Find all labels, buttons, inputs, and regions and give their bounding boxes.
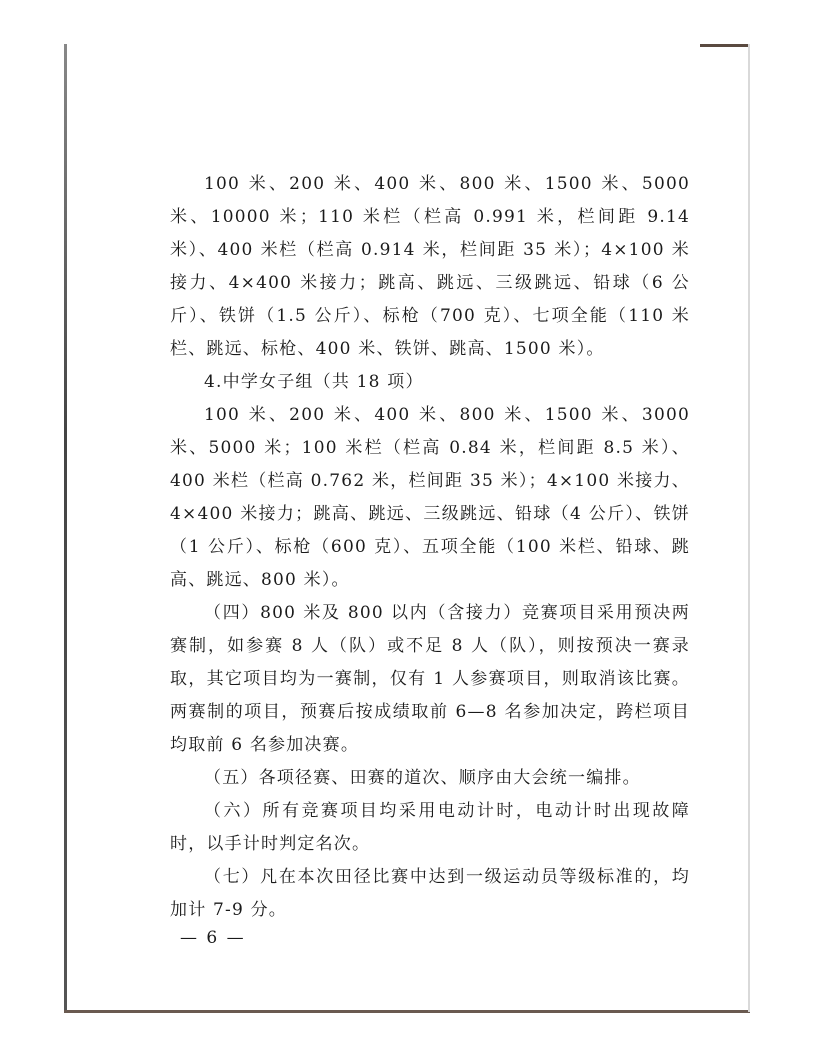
scan-right-border bbox=[748, 44, 750, 1012]
paragraph-events-list-men: 100 米、200 米、400 米、800 米、1500 米、5000 米、10000 米；110 米栏（栏高 0.991 米，栏间距 9.14 米）、400 米栏（栏高 0.914 米，栏间距 35 米）；4×100 米接力、4×400 米接力；跳高、跳远、三级跳远、铅球（6 公斤）、铁饼（1.5 公斤）、标枪（700 克）、七项全能（110 米栏、跳远、标枪、400 米、铁饼、跳高、1500 米）。 bbox=[170, 174, 690, 359]
paragraph-rule-4: （四）800 米及 800 以内（含接力）竞赛项目采用预决两赛制，如参赛 8 人（队）或不足 8 人（队），则按预决一赛录取，其它项目均为一赛制，仅有 1 人参赛项目，则取消该比赛。两赛制的项目，预赛后按成绩取前 6—8 名参加决定，跨栏项目均取前 6 名参加决赛。 bbox=[170, 603, 690, 755]
heading-middle-school-girls: 4.中学女子组（共 18 项） bbox=[204, 372, 424, 392]
scan-bottom-border bbox=[64, 1010, 750, 1013]
page-number: — 6 — bbox=[180, 928, 246, 948]
paragraph-rule-7: （七）凡在本次田径比赛中达到一级运动员等级标准的，均加计 7-9 分。 bbox=[170, 867, 690, 920]
document-body bbox=[170, 168, 690, 927]
scan-top-border bbox=[700, 44, 750, 47]
paragraph-events-list-women: 100 米、200 米、400 米、800 米、1500 米、3000 米、5000 米；100 米栏（栏高 0.84 米，栏间距 8.5 米）、400 米栏（栏高 0.762 米，栏间距 35 米）；4×100 米接力、4×400 米接力；跳高、跳远、三级跳远、铅球（4 公斤）、铁饼（1 公斤）、标枪（600 克）、五项全能（100 米栏、铅球、跳高、跳远、800 米）。 bbox=[170, 405, 690, 590]
scan-left-border bbox=[64, 44, 67, 1012]
paragraph-rule-5: （五）各项径赛、田赛的道次、顺序由大会统一编排。 bbox=[204, 768, 641, 788]
paragraph-rule-6: （六）所有竞赛项目均采用电动计时，电动计时出现故障时，以手计时判定名次。 bbox=[170, 801, 690, 854]
